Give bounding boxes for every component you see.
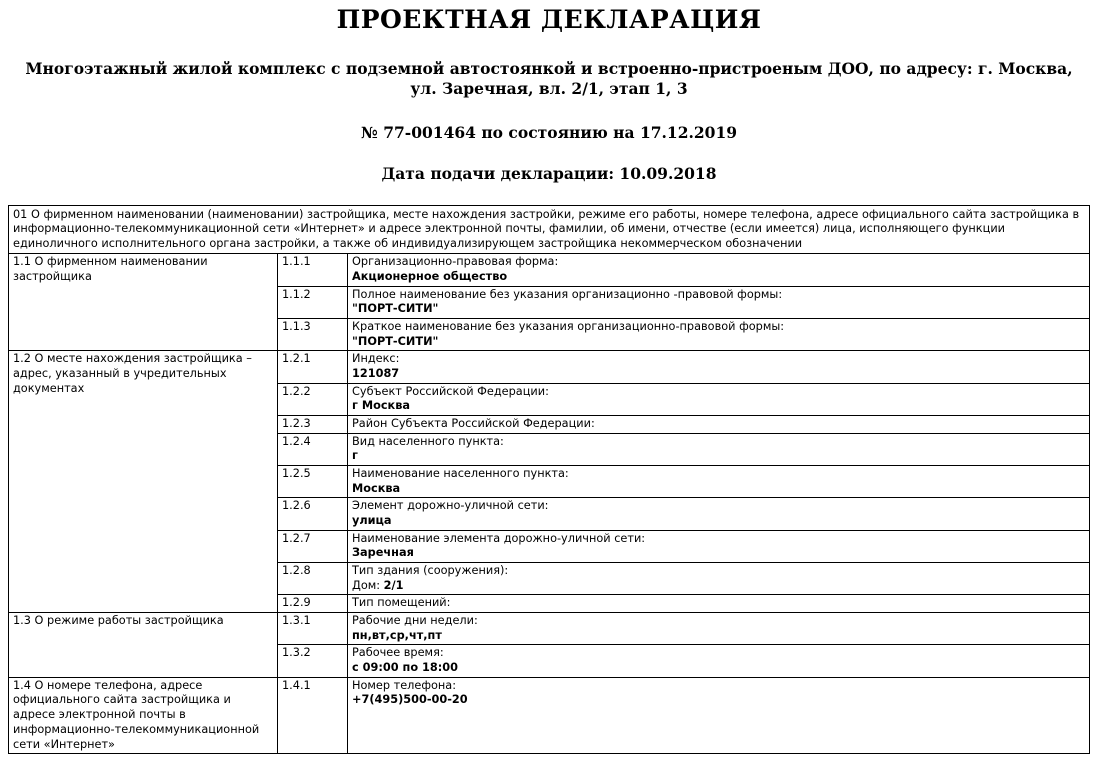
row-caption: Рабочие дни недели: (352, 614, 478, 628)
row-caption: Рабочее время: (352, 646, 444, 660)
row-value: 121087 (352, 367, 400, 381)
group-label-cell: 1.2 О месте нахождения застройщика – адрес, указанный в учредительных документах (9, 351, 278, 613)
row-number-cell: 1.1.2 (278, 286, 348, 318)
row-caption: Индекс: (352, 352, 400, 366)
row-number-cell: 1.2.6 (278, 498, 348, 530)
row-value-cell (348, 416, 1090, 434)
row-value: Акционерное общество (352, 270, 508, 284)
group-label-cell: 1.4 О номере телефона, адресе официального сайта застройщика и адресе электронной почты в информационно-телекоммуникационной сети «Интернет» (9, 677, 278, 753)
row-caption: Наименование населенного пункта: (352, 467, 569, 481)
row-number-cell: 1.2.3 (278, 416, 348, 434)
row-number-cell: 1.2.4 (278, 433, 348, 465)
row-value-cell (348, 254, 1090, 286)
row-value-cell (348, 530, 1090, 562)
row-value: с 09:00 по 18:00 (352, 661, 458, 675)
row-number-cell: 1.4.1 (278, 677, 348, 753)
row-value-cell (348, 677, 1090, 753)
group-label-cell: 1.3 О режиме работы застройщика (9, 613, 278, 678)
row-caption: Полное наименование без указания организационно -правовой формы: (352, 287, 783, 301)
row-value-cell (348, 319, 1090, 351)
row-caption: Субъект Российской Федерации: (352, 384, 549, 398)
row-number-cell: 1.2.1 (278, 351, 348, 383)
declaration-table (8, 205, 1090, 755)
row-value-cell (348, 383, 1090, 415)
table-row (9, 351, 1090, 383)
row-value: +7(495)500-00-20 (352, 693, 468, 707)
row-caption: Тип помещений: (352, 596, 451, 610)
row-number-cell: 1.2.9 (278, 595, 348, 613)
section-heading-cell: 01 О фирменном наименовании (наименовании) застройщика, месте нахождения застройки, режиме его работы, номере телефона, адресе официального сайта застройщика в информационно-телекоммуникационной сети «Интернет» и адресе электронной почты, фамилии, об имени, отчестве (если имеется) лица, исполняющего функции единоличного исполнительного органа застройки, а также об индивидуализирующем застройщика некоммерческом обозначении (9, 205, 1090, 254)
declaration-table-wrapper (8, 205, 1089, 755)
row-caption: Элемент дорожно-уличной сети: (352, 499, 549, 513)
row-value-cell (348, 595, 1090, 613)
row-value: "ПОРТ-СИТИ" (352, 302, 439, 316)
declaration-table-body (9, 205, 1090, 754)
document-header (0, 0, 1098, 183)
row-number-cell: 1.2.2 (278, 383, 348, 415)
row-number-cell: 1.1.3 (278, 319, 348, 351)
row-value (352, 579, 1086, 594)
row-value-cell (348, 563, 1090, 595)
row-number-cell: 1.2.8 (278, 563, 348, 595)
row-value-cell (348, 433, 1090, 465)
row-number-cell: 1.2.5 (278, 466, 348, 498)
declaration-number: № 77-001464 по состоянию на 17.12.2019 (360, 122, 738, 142)
table-row (9, 677, 1090, 753)
group-label-cell: 1.1 О фирменном наименовании застройщика (9, 254, 278, 351)
row-caption: Номер телефона: (352, 678, 457, 692)
row-number-cell: 1.3.1 (278, 613, 348, 645)
row-value: Заречная (352, 546, 414, 560)
row-value: Москва (352, 481, 401, 495)
row-value: г (352, 449, 358, 463)
table-row (9, 254, 1090, 286)
row-value-cell (348, 286, 1090, 318)
row-caption: Тип здания (сооружения): (352, 564, 509, 578)
table-row (9, 613, 1090, 645)
row-number-cell: 1.3.2 (278, 645, 348, 677)
row-value: "ПОРТ-СИТИ" (352, 334, 439, 348)
row-caption: Район Субъекта Российской Федерации: (352, 417, 595, 431)
row-value-cell (348, 645, 1090, 677)
row-value-prefix: Дом: (352, 578, 384, 592)
row-value-cell (348, 613, 1090, 645)
row-value: г Москва (352, 399, 410, 413)
row-number-cell: 1.1.1 (278, 254, 348, 286)
section-heading-row (9, 205, 1090, 254)
row-value-cell (348, 498, 1090, 530)
row-value-text: 2/1 (383, 578, 404, 592)
row-caption: Организационно-правовая форма: (352, 255, 559, 269)
row-caption: Краткое наименование без указания организационно-правовой формы: (352, 320, 785, 334)
project-subtitle: Многоэтажный жилой комплекс с подземной автостоянкой и встроенно-пристроеным ДОО, по адресу: г. Москва, ул. Заречная, вл. 2/1, этап 1, 3 (25, 58, 1073, 99)
declaration-date: Дата подачи декларации: 10.09.2018 (381, 163, 717, 183)
row-value-cell (348, 466, 1090, 498)
row-value-cell (348, 351, 1090, 383)
row-value: пн,вт,ср,чт,пт (352, 628, 442, 642)
row-number-cell: 1.2.7 (278, 530, 348, 562)
page-title: ПРОЕКТНАЯ ДЕКЛАРАЦИЯ (336, 5, 762, 34)
row-value: улица (352, 514, 392, 528)
row-caption: Вид населенного пункта: (352, 434, 504, 448)
row-caption: Наименование элемента дорожно-уличной сети: (352, 531, 646, 545)
